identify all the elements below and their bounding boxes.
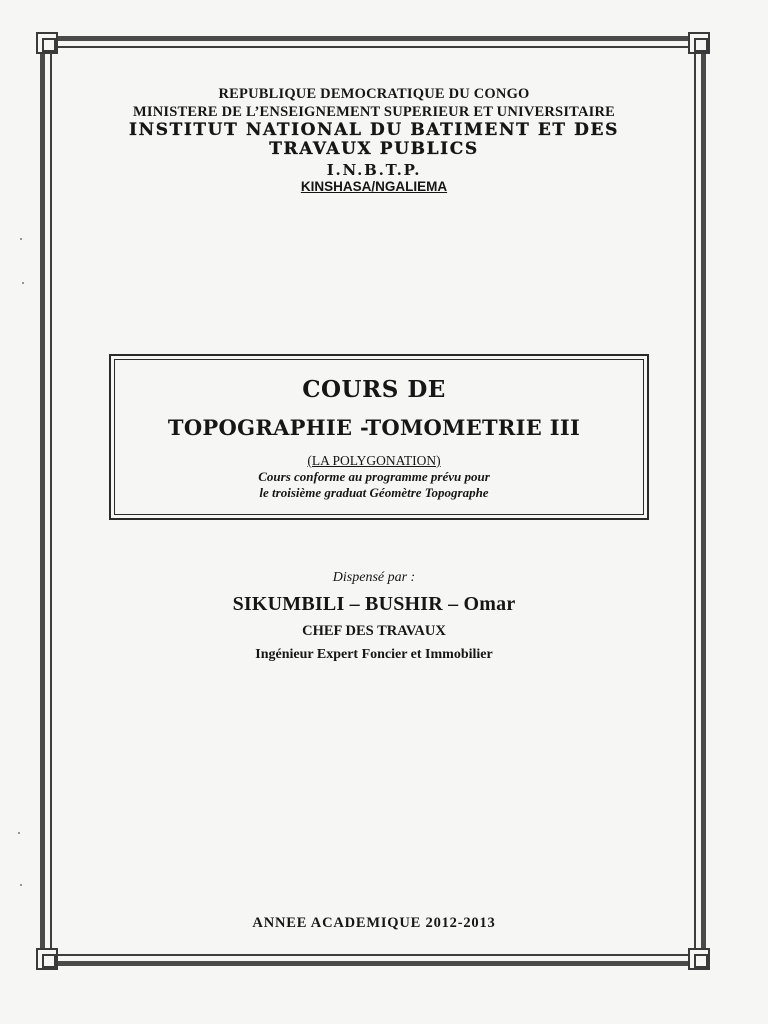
course-title-line-1: COURS DE	[302, 376, 446, 403]
given-by-label: Dispensé par :	[332, 570, 416, 585]
institute-acronym: I.N.B.T.P.	[326, 161, 422, 179]
course-description-line-2: le troisième graduat Géomètre Topographe	[259, 485, 489, 500]
author-position: CHEF DES TRAVAUX	[302, 623, 446, 639]
frame-corner-ornament	[36, 948, 58, 970]
author-qualification: Ingénieur Expert Foncier et Immobilier	[255, 647, 493, 662]
scan-speck	[18, 832, 20, 834]
academic-year: ANNEE ACADEMIQUE 2012-2013	[252, 915, 496, 931]
frame-corner-ornament	[688, 948, 710, 970]
institute-heading-continued: TRAVAUX PUBLICS	[269, 139, 479, 159]
course-title-line-2: TOPOGRAPHIE -TOMOMETRIE III	[167, 415, 581, 440]
ministry-heading: MINISTERE DE L’ENSEIGNEMENT SUPERIEUR ET UNIVERSITAIRE	[132, 104, 616, 120]
author-name: SIKUMBILI – BUSHIR – Omar	[232, 593, 516, 615]
scan-speck	[20, 238, 22, 240]
frame-corner-ornament	[36, 32, 58, 54]
scan-speck	[22, 282, 24, 284]
institute-location	[60, 179, 688, 194]
republic-heading: REPUBLIQUE DEMOCRATIQUE DU CONGO	[218, 86, 530, 102]
scan-speck	[20, 884, 22, 886]
course-subtitle-text: (LA POLYGONATION)	[307, 453, 441, 468]
course-description-line-1: Cours conforme au programme prévu pour	[258, 469, 490, 484]
institute-heading: INSTITUT NATIONAL DU BATIMENT ET DES	[129, 120, 619, 140]
frame-corner-ornament	[688, 32, 710, 54]
location-text: KINSHASA/NGALIEMA	[300, 179, 448, 194]
course-subtitle	[60, 453, 688, 469]
